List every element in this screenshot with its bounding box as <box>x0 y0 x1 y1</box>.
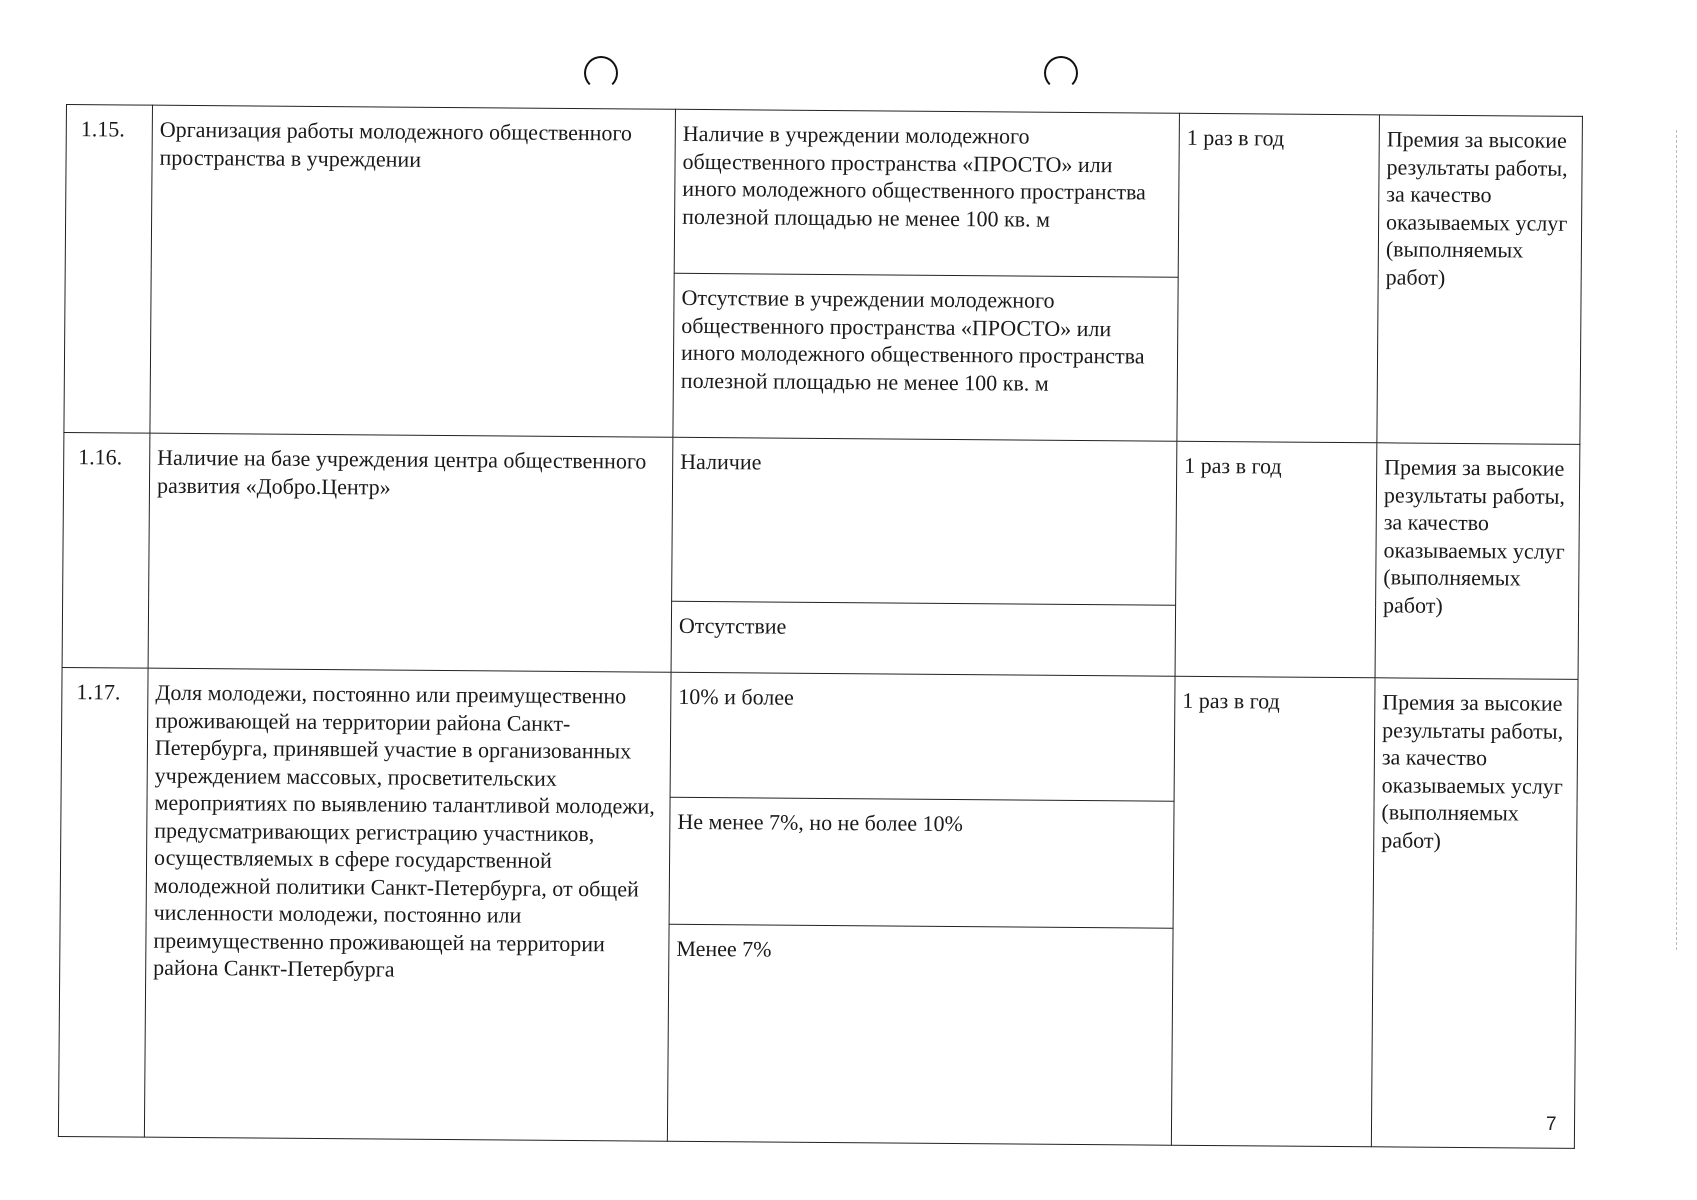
indicator-cell: Организация работы молодежного общественного пространства в учреждении <box>150 105 676 437</box>
criterion-cell: Не менее 7%, но не более 10% <box>669 797 1174 928</box>
indicator-cell: Доля молодежи, постоянно или преимущественно проживающей на территории района Санкт-Петербурга, принявшей участие в организованных учреждением массовых, просветительских мероприятиях по выявлению талантливой молодежи, предусматривающих регистрацию участников, осуществляемых в сфере государственной молодежной политики Санкт-Петербурга, от общей численности молодежи, постоянно или преимущественно проживающей на территории района Санкт-Петербурга <box>144 668 671 1141</box>
indicators-table <box>58 104 1583 1149</box>
row-number: 1.15. <box>64 105 153 434</box>
binder-hole-left <box>584 56 618 90</box>
frequency-cell: 1 раз в год <box>1171 676 1375 1147</box>
criterion-cell: 10% и более <box>670 672 1175 801</box>
criterion-cell: Наличие <box>672 437 1177 605</box>
criterion-cell: Наличие в учреждении молодежного общественного пространства «ПРОСТО» или иного молодежного общественного пространства полезной площадью не менее 100 кв. м <box>674 109 1179 277</box>
indicator-cell: Наличие на базе учреждения центра общественного развития «Добро.Центр» <box>148 433 673 672</box>
payment-cell: Премия за высокие результаты работы, за качество оказываемых услуг (выполняемых работ) <box>1377 115 1583 445</box>
table-row <box>65 105 1582 281</box>
criterion-cell: Менее 7% <box>667 924 1173 1145</box>
frequency-cell: 1 раз в год <box>1177 113 1380 443</box>
binder-hole-right <box>1044 56 1078 90</box>
page-number: 7 <box>1546 1114 1557 1135</box>
frequency-cell: 1 раз в год <box>1175 441 1377 678</box>
row-number: 1.16. <box>62 432 150 668</box>
criterion-cell: Отсутствие в учреждении молодежного общественного пространства «ПРОСТО» или иного молодежного общественного пространства полезной площадью не менее 100 кв. м <box>673 273 1178 441</box>
payment-cell: Премия за высокие результаты работы, за качество оказываемых услуг (выполняемых работ) <box>1371 678 1578 1149</box>
payment-cell: Премия за высокие результаты работы, за качество оказываемых услуг (выполняемых работ) <box>1375 443 1580 680</box>
row-number: 1.17. <box>58 667 148 1137</box>
table-row <box>63 432 1580 608</box>
page-edge-rule <box>1676 130 1677 950</box>
table-row <box>61 667 1578 804</box>
criterion-cell: Отсутствие <box>671 601 1176 676</box>
